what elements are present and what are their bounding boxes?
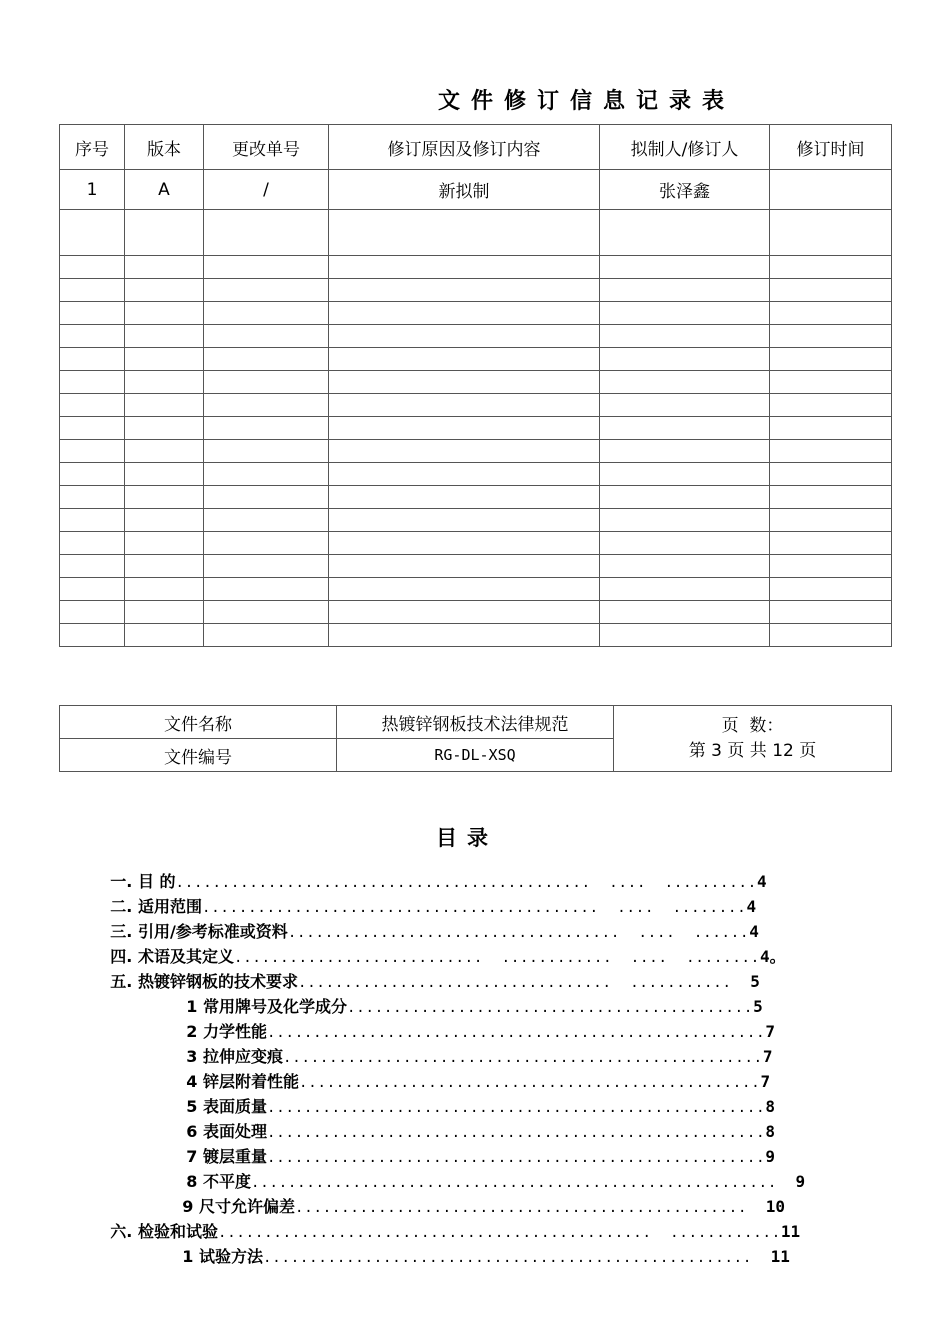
cell-content: 新拟制	[329, 170, 600, 210]
toc-item-number: 9	[182, 1197, 194, 1216]
file-name-label: 文件名称	[60, 706, 337, 739]
page-title: 文件修订信息记录表	[438, 89, 736, 114]
toc-item-page: 4	[746, 897, 757, 916]
toc-item-text: 目 的	[137, 872, 176, 891]
toc-leader: ......................................................	[267, 1100, 766, 1116]
toc-leader: ....................................................	[283, 1050, 763, 1066]
cell-version: A	[125, 170, 204, 210]
toc-item-text: 镀层重量	[203, 1147, 268, 1166]
toc-item-page: 11	[770, 1247, 790, 1266]
toc-item-text: 拉伸应变痕	[203, 1047, 284, 1066]
cell-no: 1	[60, 170, 125, 210]
toc-item-number: 8	[186, 1172, 198, 1191]
toc-leader: .................................................	[295, 1200, 766, 1216]
toc-item-number: 5	[186, 1097, 198, 1116]
toc-leader: .................................. ...........	[297, 975, 751, 991]
toc-leader: ............................................	[347, 1000, 754, 1016]
toc-item-text: 表面质量	[203, 1097, 268, 1116]
file-name-value: 热镀锌钢板技术法律规范	[337, 706, 614, 739]
header-date: 修订时间	[770, 125, 892, 170]
toc-item-page: 4	[749, 922, 759, 941]
toc-item-text: 表面处理	[203, 1122, 268, 1141]
header-content: 修订原因及修订内容	[329, 125, 600, 170]
toc-item-page: 9	[795, 1172, 806, 1191]
toc-item[interactable]	[160, 1225, 790, 1286]
toc-item-number: 3	[186, 1047, 198, 1066]
toc-item-text: 不平度	[203, 1172, 252, 1191]
toc-item-text: 力学性能	[203, 1022, 268, 1041]
toc-item-text: 常用牌号及化学成分	[203, 997, 348, 1016]
toc-item-page: 10	[765, 1197, 785, 1216]
toc-leader: ........................... ............ .... ........	[233, 950, 761, 966]
toc-item-text: 锌层附着性能	[203, 1072, 300, 1091]
header-change-no: 更改单号	[204, 125, 329, 170]
toc-leader: .........................................................	[251, 1175, 796, 1191]
toc-item-text: 术语及其定义	[137, 947, 234, 966]
toc-leader: ......................................................	[267, 1150, 766, 1166]
toc-item-text: 尺寸允许偏差	[199, 1197, 296, 1216]
toc-leader: ............................................. .... ..........	[175, 875, 757, 891]
toc-leader: ............................................... ............	[217, 1225, 781, 1241]
toc-item-page: 5	[753, 997, 763, 1016]
toc-item-number: 五.	[110, 972, 133, 991]
toc-item-text: 适用范围	[137, 897, 202, 916]
toc-leader: .....................................................	[263, 1250, 771, 1266]
toc-item-number: 二.	[110, 897, 133, 916]
toc-item-number: 1	[182, 1247, 194, 1266]
toc-item-page: 4。	[760, 947, 786, 966]
cell-author: 张泽鑫	[600, 170, 770, 210]
toc-item-number: 4	[186, 1072, 198, 1091]
toc-item-page: 8	[765, 1097, 776, 1116]
toc-item-page: 7	[762, 1047, 773, 1066]
file-no-value: RG-DL-XSQ	[337, 739, 614, 772]
header-version: 版本	[125, 125, 204, 170]
pages-value: 第 3 页 共 12 页	[688, 740, 817, 761]
toc-leader: .................................... .... ......	[287, 925, 750, 941]
toc-item-number: 三.	[110, 922, 133, 941]
toc-item-number: 2	[186, 1022, 198, 1041]
toc-item-page: 9	[765, 1147, 776, 1166]
toc-leader: ..................................................	[299, 1075, 761, 1091]
toc-item-text: 检验和试验	[137, 1222, 218, 1241]
toc-item-text: 引用/参考标准或资料	[137, 922, 288, 941]
cell-change-no: /	[204, 170, 329, 210]
toc-item-number: 六.	[110, 1222, 133, 1241]
toc-item-page: 5	[750, 972, 760, 991]
toc-leader: ........................................... .... ........	[201, 900, 747, 916]
header-no: 序号	[60, 125, 125, 170]
toc-item-text: 试验方法	[199, 1247, 264, 1266]
file-no-label: 文件编号	[60, 739, 337, 772]
toc-item-number: 一.	[110, 872, 133, 891]
toc-item-page: 8	[765, 1122, 776, 1141]
toc-item-number: 四.	[110, 947, 133, 966]
toc-item-number: 7	[186, 1147, 198, 1166]
toc-item-number: 6	[186, 1122, 198, 1141]
toc-leader: ......................................................	[267, 1125, 766, 1141]
toc-item-text: 热镀锌钢板的技术要求	[137, 972, 298, 991]
header-author: 拟制人/修订人	[600, 125, 770, 170]
toc-item-page: 7	[765, 1022, 776, 1041]
pages-label: 页 数：	[721, 715, 784, 736]
toc-item-page: 4	[756, 872, 767, 891]
toc-item-number: 1	[186, 997, 198, 1016]
toc-leader: ......................................................	[267, 1025, 766, 1041]
toc-item-page: 11	[780, 1222, 801, 1241]
toc-item-page: 7	[760, 1072, 771, 1091]
toc-title: 目录	[436, 826, 498, 850]
